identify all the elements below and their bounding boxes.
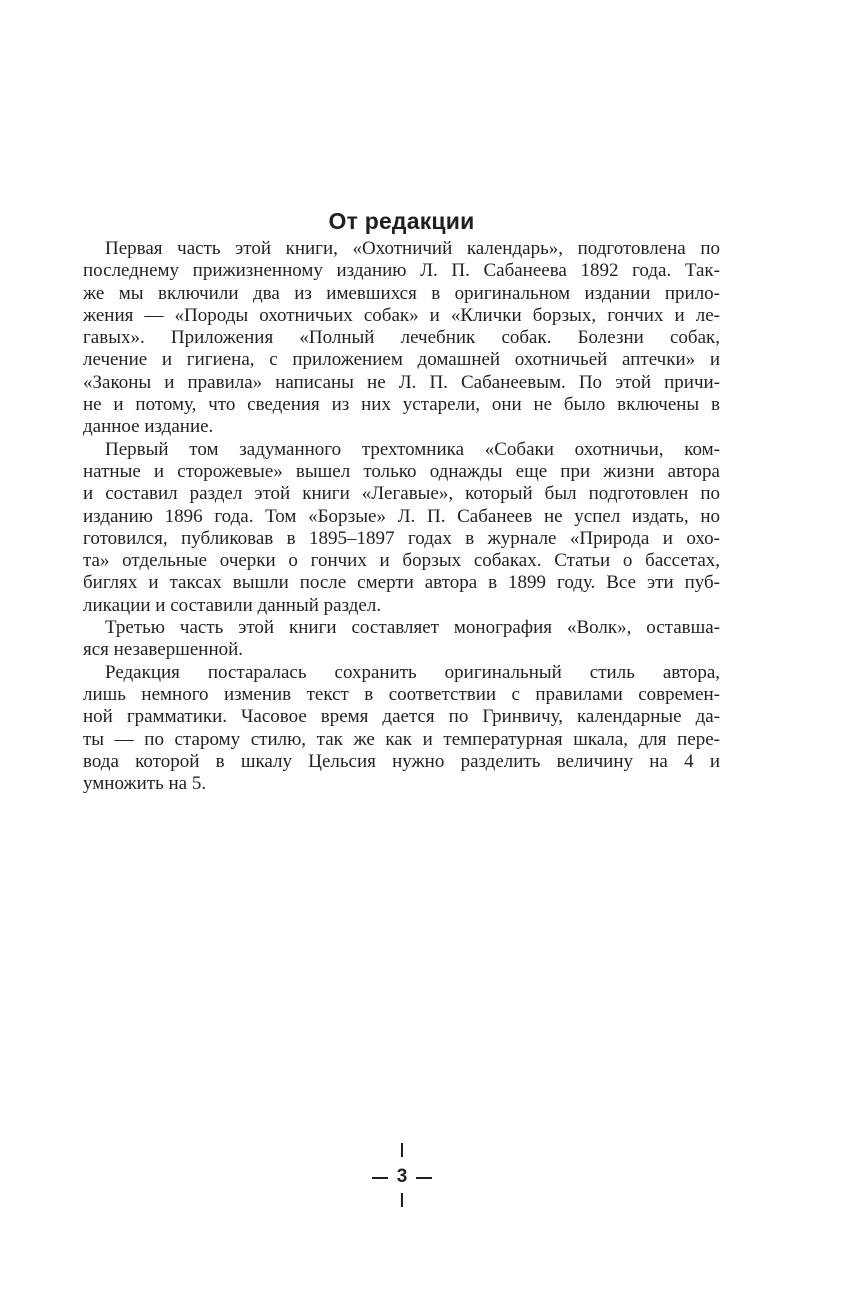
text-line: натные и сторожевые» вышел только однажды еще при жизни автора [83, 460, 720, 482]
folio-tick-top [401, 1143, 403, 1157]
text-line: готовился, публиковав в 1895–1897 годах в журнале «Природа и охо- [83, 527, 720, 549]
page-title: От редакции [328, 208, 475, 235]
text-line: данное издание. [83, 416, 214, 438]
folio-dash-right [416, 1177, 432, 1179]
text-line: Редакция постаралась сохранить оригинальный стиль автора, [105, 661, 720, 683]
text-line: гавых». Приложения «Полный лечебник собак. Болезни собак, [83, 327, 720, 349]
body-text [83, 238, 720, 795]
paragraph-2 [83, 439, 720, 617]
folio-dash-left [372, 1177, 388, 1179]
text-line: лишь немного изменив текст в соответствии с правилами современ- [83, 683, 720, 705]
text-line: ты — по старому стилю, так же как и температурная шкала, для пере- [83, 728, 720, 750]
text-line: изданию 1896 года. Том «Борзые» Л. П. Сабанеев не успел издать, но [83, 505, 720, 527]
text-line: «Законы и правила» написаны не Л. П. Сабанеевым. По этой причи- [83, 371, 720, 393]
text-line: та» отдельные очерки о гончих и борзых собаках. Статьи о бассетах, [83, 550, 720, 572]
paragraph-3 [83, 617, 720, 662]
text-line: ликации и составили данный раздел. [83, 594, 382, 616]
page-folio [372, 1143, 432, 1213]
text-line: яся незавершенной. [83, 639, 244, 661]
text-line: биглях и таксах вышли после смерти автора в 1899 году. Все эти пуб- [83, 572, 720, 594]
text-line: и составил раздел этой книги «Легавые», который был подготовлен по [83, 483, 720, 505]
text-line: Первый том задуманного трехтомника «Собаки охотничьи, ком- [105, 438, 720, 460]
text-line: вода которой в шкалу Цельсия нужно разделить величину на 4 и [83, 750, 720, 772]
folio-tick-bottom [401, 1193, 403, 1207]
text-line: последнему прижизненному изданию Л. П. Сабанеева 1892 года. Так- [83, 260, 720, 282]
text-line: лечение и гигиена, с приложением домашней охотничьей аптечки» и [83, 349, 720, 371]
text-line: Третью часть этой книги составляет монография «Волк», оставша- [105, 617, 720, 639]
text-line: умножить на 5. [83, 773, 207, 795]
paragraph-4 [83, 662, 720, 796]
page-number: 3 [396, 1166, 408, 1187]
text-line: же мы включили два из имевшихся в оригинальном издании прило- [83, 282, 720, 304]
text-line: ной грамматики. Часовое время дается по Гринвичу, календарные да- [83, 706, 720, 728]
paragraph-1 [83, 238, 720, 439]
text-line: жения — «Породы охотничьих собак» и «Клички борзых, гончих и ле- [83, 304, 720, 326]
text-line: не и потому, что сведения из них устарели, они не было включены в [83, 394, 720, 416]
text-line: Первая часть этой книги, «Охотничий календарь», подготовлена по [105, 238, 720, 259]
